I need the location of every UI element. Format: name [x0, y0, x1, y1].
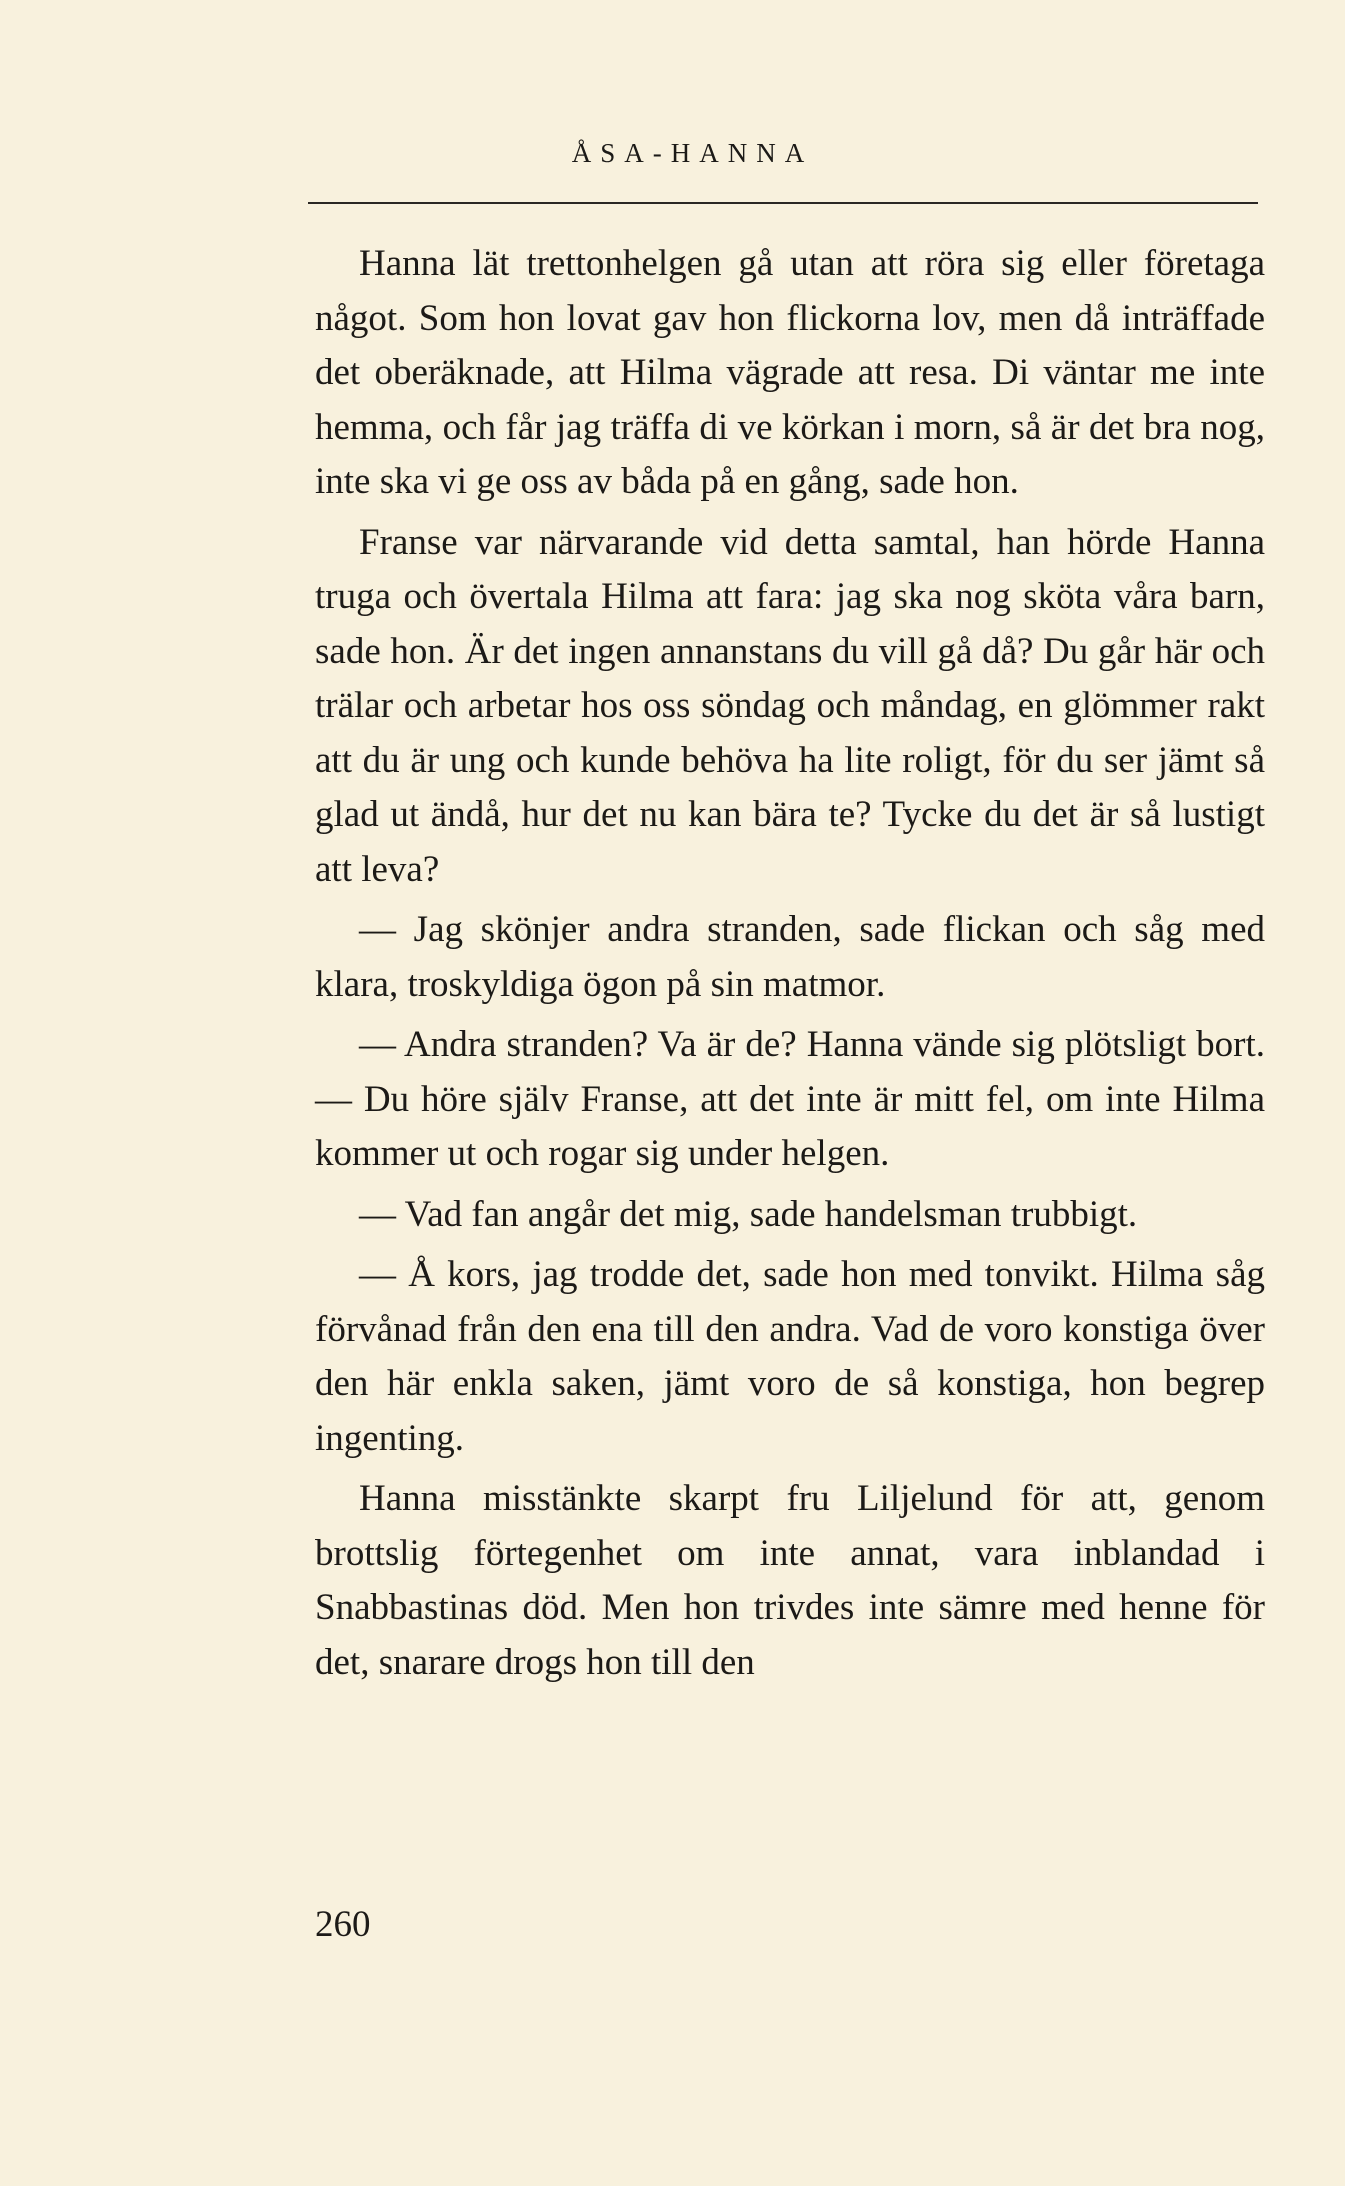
- paragraph: — Å kors, jag trodde det, sade hon med tonvikt. Hilma såg förvånad från den ena till den andra. Vad de voro konstiga över den här enkla saken, jämt voro de så konstiga, hon begrep ingenting.: [315, 1254, 1265, 1459]
- running-title: ÅSA-HANNA: [571, 138, 814, 168]
- paragraph: Hanna misstänkte skarpt fru Liljelund för att, genom brottslig förtegenhet om inte annat, vara inblandad i Snabbastinas död. Men hon trivdes inte sämre med henne för det, snarare drogs hon till den: [315, 1478, 1265, 1683]
- paragraph: Franse var närvarande vid detta samtal, han hörde Hanna truga och övertala Hilma att fara: jag ska nog sköta våra barn, sade hon. Är det ingen annanstans du vill gå då? Du går här och trälar och arbetar hos oss söndag och måndag, en glömmer rakt att du är ung och kunde behöva ha lite roligt, för du ser jämt så glad ut ändå, hur det nu kan bära te? Tycke du det är så lustigt att leva?: [315, 521, 1265, 890]
- paragraph: — Jag skönjer andra stranden, sade flickan och såg med klara, troskyldiga ögon på sin matmor.: [315, 909, 1265, 1005]
- paragraph: — Andra stranden? Va är de? Hanna vände sig plötsligt bort. — Du höre själv Franse, att det inte är mitt fel, om inte Hilma kommer ut och rogar sig under helgen.: [315, 1024, 1265, 1174]
- body-text: [315, 237, 1265, 1690]
- page-number: 260: [315, 1904, 371, 1945]
- paragraph: Hanna lät trettonhelgen gå utan att röra sig eller företaga något. Som hon lovat gav hon flickorna lov, men då inträffade det oberäknade, att Hilma vägrade att resa. Di väntar me inte hemma, och får jag träffa di ve körkan i morn, så är det bra nog, inte ska vi ge oss av båda på en gång, sade hon.: [315, 243, 1265, 502]
- header-rule: [308, 202, 1258, 204]
- paragraph: — Vad fan angår det mig, sade handelsman trubbigt.: [359, 1193, 1138, 1235]
